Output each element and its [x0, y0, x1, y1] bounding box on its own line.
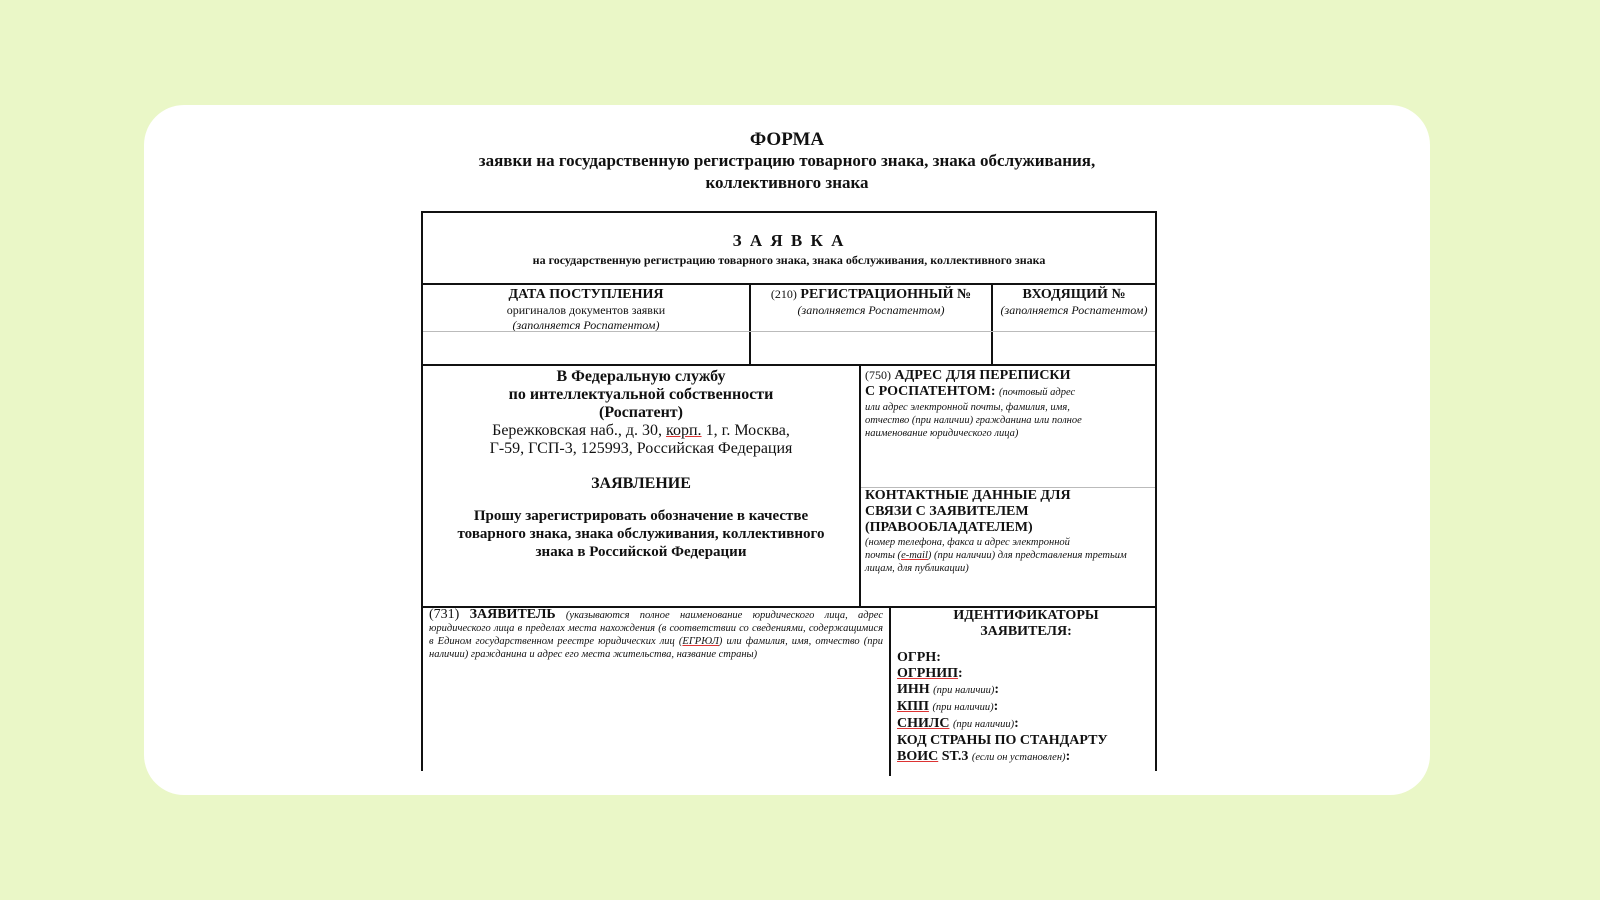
application-subtitle: на государственную регистрацию товарного знака, знака обслуживания, коллективного знака — [532, 253, 1046, 267]
addressee-address-line2: Г-59, ГСП-3, 125993, Российская Федерация — [489, 440, 793, 457]
statement-heading: ЗАЯВЛЕНИЕ — [591, 475, 691, 492]
contacts-block — [865, 488, 1155, 575]
correspondence-note: или адрес электронной почты, фамилия, имя, отчество (при наличии) гражданина или полное наименование юридического лица) — [865, 402, 1082, 439]
snils-label: СНИЛС (при наличии): — [897, 716, 1019, 731]
form-document — [144, 105, 1430, 795]
identifiers-list — [897, 650, 1155, 766]
applicant-text: (731) ЗАЯВИТЕЛЬ (указываются полное наименование юридического лица, адрес юридического лица в пределах места нахождения (в соответствии со сведениями, содержащимися в Едином государственном реестре юридических лиц (ЕГРЮЛ) или фамилия, имя, отчество (при наличии) гражданина и адрес его места жительства, название страны) — [429, 607, 883, 660]
identifiers-block — [897, 608, 1155, 766]
receipt-date-cell — [423, 287, 749, 333]
applicant-block — [429, 608, 883, 661]
identifiers-heading: ИДЕНТИФИКАТОРЫ ЗАЯВИТЕЛЯ: — [953, 608, 1099, 639]
addressee-line2: по интеллектуальной собственности — [508, 386, 774, 403]
receipt-date-note: (заполняется Роспатентом) — [512, 318, 660, 332]
document-card — [144, 105, 1430, 795]
receipt-date-sub: оригиналов документов заявки — [506, 303, 666, 317]
form-subtitle-line1: заявки на государственную регистрацию товарного знака, знака обслуживания, — [478, 151, 1096, 170]
statement-text: Прошу зарегистрировать обозначение в качестве товарного знака, знака обслуживания, коллективного знака в Российской Федерации — [457, 508, 825, 560]
correspondence-block: (750) АДРЕС ДЛЯ ПЕРЕПИСКИ С РОСПАТЕНТОМ: (почтовый адрес или адрес электронной почты, фамилия, имя, отчество (при наличии) гражданина или полное наименование юридического лица) — [865, 367, 1153, 440]
correspondence-heading2: С РОСПАТЕНТОМ: — [865, 384, 996, 399]
ogrnip-label: ОГРНИП: — [897, 666, 963, 681]
application-header — [423, 231, 1155, 268]
correspondence-heading1: АДРЕС ДЛЯ ПЕРЕПИСКИ — [894, 368, 1071, 383]
incoming-number-cell — [993, 287, 1155, 318]
incoming-heading: ВХОДЯЩИЙ № — [1022, 287, 1126, 302]
ogrn-label: ОГРН: — [897, 650, 941, 665]
addressee-block — [423, 368, 859, 458]
registration-code: (210) — [770, 287, 797, 301]
addressee-line1: В Федеральную службу — [556, 368, 726, 385]
inn-label: ИНН (при наличии): — [897, 682, 1000, 697]
contacts-note: (номер телефона, факса и адрес электронной почты (e-mail) (при наличии) для представления третьим лицам, для публикации) — [865, 537, 1127, 574]
form-subtitle-line2: коллективного знака — [705, 173, 869, 192]
form-title: ФОРМА — [749, 129, 825, 150]
incoming-note: (заполняется Роспатентом) — [1000, 303, 1148, 317]
statement-block — [423, 475, 859, 561]
addressee-line3: (Роспатент) — [599, 404, 683, 421]
correspondence-code: (750) — [865, 368, 891, 382]
registration-heading: РЕГИСТРАЦИОННЫЙ № — [800, 287, 972, 302]
application-title: З А Я В К А — [732, 231, 846, 250]
applicant-code: (731) — [429, 607, 460, 622]
country-code-label-line2: ВОИС ST.3 (если он установлен): — [897, 749, 1071, 764]
contacts-heading: КОНТАКТНЫЕ ДАННЫЕ ДЛЯ СВЯЗИ С ЗАЯВИТЕЛЕМ (ПРАВООБЛАДАТЕЛЕМ) — [865, 488, 1071, 535]
applicant-heading: ЗАЯВИТЕЛЬ — [469, 607, 556, 622]
registration-note: (заполняется Роспатентом) — [797, 303, 945, 317]
country-code-label-line1: КОД СТРАНЫ ПО СТАНДАРТУ — [897, 733, 1108, 748]
registration-number-cell — [751, 287, 991, 318]
addressee-address-line1: Бережковская наб., д. 30, корп. 1, г. Москва, — [492, 422, 790, 439]
receipt-date-heading: ДАТА ПОСТУПЛЕНИЯ — [508, 287, 664, 302]
kpp-label: КПП (при наличии): — [897, 699, 999, 714]
application-form — [421, 211, 1157, 771]
